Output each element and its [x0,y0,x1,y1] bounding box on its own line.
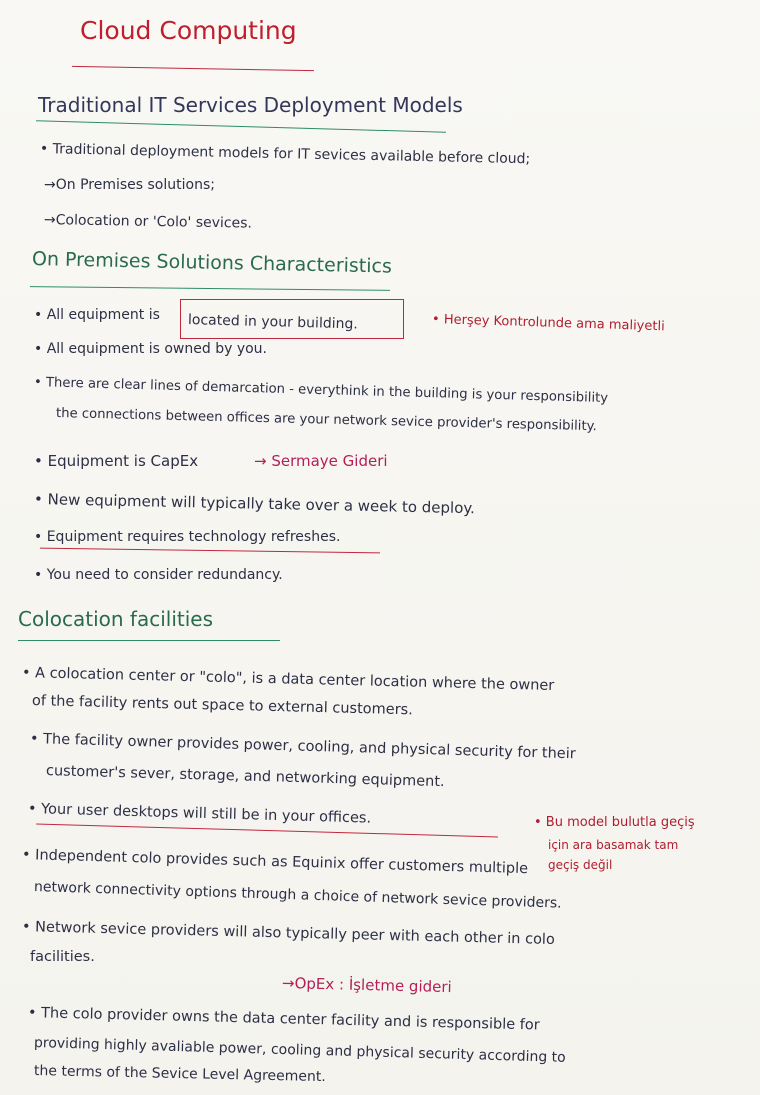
colo-bullet-independent-2: network connectivity options through a choice of network sevice providers. [33,879,562,912]
desktops-underline [36,824,498,838]
colo-bullet-definition-1: • A colocation center or "colo", is a data center location where the owner [21,665,555,695]
traditional-arrow-colo: →Colocation or 'Colo' sevices. [43,212,253,232]
traditional-bullet: • Traditional deployment models for IT sevices available before cloud; [39,141,531,168]
section-heading-onprem: On Premises Solutions Characteristics [31,248,393,278]
onprem-side-note: • Herşey Kontrolunde ama maliyetli [431,312,665,335]
section-underline-colocation [18,640,280,641]
page-title: Cloud Computing [80,16,297,45]
colo-bullet-facility-2: customer's sever, storage, and networking equipment. [45,763,445,791]
onprem-bullet-located-prefix: • All equipment is [34,307,160,323]
onprem-bullet-demarcation-2: the connections between offices are your network sevice provider's responsibility. [55,406,597,435]
colo-bullet-facility-1: • The facility owner provides power, cooling, and physical security for their [29,731,576,763]
colo-bullet-peer-2: facilities. [30,949,95,965]
colo-bullet-independent-1: • Independent colo provides such as Equinix offer customers multiple [21,847,529,878]
colo-bullet-desktops: • Your user desktops will still be in your offices. [27,801,372,827]
section-underline-onprem [30,286,390,291]
onprem-bullet-demarcation-1: • There are clear lines of demarcation - everythink in the building is your responsibility [33,375,609,407]
onprem-bullet-located-boxed: located in your building. [187,312,358,333]
section-underline-traditional [36,120,446,132]
colo-bullet-provider-2: providing highly avaliable power, cooling and physical security according to [33,1035,566,1066]
onprem-bullet-deploy: • New equipment will typically take over a week to deploy. [33,490,476,518]
colo-bullet-provider-3: the terms of the Sevice Level Agreement. [33,1063,326,1086]
colo-opex-note: →OpEx : İşletme gideri [281,974,452,997]
onprem-bullet-refresh: • Equipment requires technology refreshes. [34,529,341,545]
traditional-arrow-onprem: →On Premises solutions; [44,177,215,193]
colo-side-note-2: için ara basamak tam [548,838,679,852]
colo-bullet-definition-2: of the facility rents out space to external customers. [31,693,413,719]
refresh-underline [40,548,380,554]
section-heading-colocation: Colocation facilities [18,607,213,631]
colo-bullet-peer-1: • Network sevice providers will also typically peer with each other in colo [21,919,556,949]
onprem-capex-translation: → Sermaye Gideri [254,452,388,470]
colo-side-note-1: • Bu model bulutla geçiş [534,815,695,830]
colo-side-note-3: geçiş değil [548,858,613,872]
title-underline [72,66,314,71]
onprem-bullet-capex: • Equipment is CapEx [34,452,199,470]
colo-bullet-provider-1: • The colo provider owns the data center facility and is responsible for [27,1005,540,1034]
onprem-bullet-owned: • All equipment is owned by you. [34,341,267,357]
section-heading-traditional: Traditional IT Services Deployment Models [38,93,463,117]
onprem-bullet-redundancy: • You need to consider redundancy. [34,567,283,583]
